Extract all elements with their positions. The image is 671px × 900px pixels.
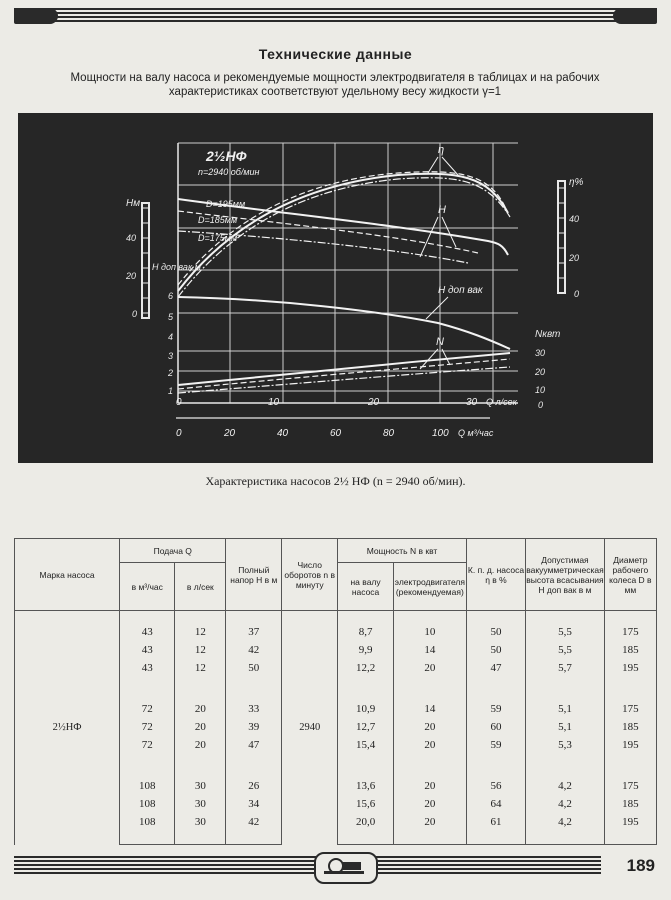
diameter-group-3: 175 185 195 [604,765,656,845]
header-diameter: Диаметр рабочего колеса D в мм [604,539,656,611]
chart-speed-label: n=2940 об/мин [198,167,260,177]
flow-m3h-group-3: 108 108 108 [120,765,175,845]
power-shaft-group-2: 10,9 12,7 15,4 [338,689,394,765]
head-scale-ticks [142,208,149,313]
suction-tick-2: 2 [168,368,174,378]
head-leader-line-2 [442,217,456,247]
lps-tick-10: 10 [268,397,280,408]
flow-lps-group-3: 30 30 30 [175,765,226,845]
flow-lps-group-1: 12 12 12 [175,611,226,689]
suction-tick-4: 4 [168,332,174,342]
suction-group-1: 5,5 5,5 5,7 [526,611,605,689]
eta-scale-bar [558,181,565,293]
flow-m3h-group-2: 72 72 72 [120,689,175,765]
power-motor-group-1: 10 14 20 [393,611,466,689]
diameter-group-2: 175 185 195 [604,689,656,765]
header-brand: Марка насоса [15,539,120,611]
power-motor-group-2: 14 20 20 [393,689,466,765]
top-decorative-rule [14,8,657,24]
power-tick-30: 30 [535,348,546,358]
pump-brand-cell: 2½НФ [15,611,120,845]
section-heading: Технические данные [258,46,413,62]
header-power: Мощность N в квт [338,539,467,563]
page-number: 189 [626,856,655,875]
header-efficiency: К. п. д. насоса η в % [466,539,525,611]
header-flow-lps: в л/сек [175,563,226,611]
eta-scale-label: η% [569,177,584,188]
suction-curve-label: H доп вак [438,285,483,296]
power-axis-label: Nквт [535,329,561,340]
power-tick-20: 20 [535,367,546,377]
flow-m3h-group-1: 43 43 43 [120,611,175,689]
lps-tick-20: 20 [368,397,380,408]
m3h-tick-80: 80 [383,428,395,439]
head-group-3: 26 34 42 [226,765,282,845]
eta-scale-ticks [558,188,565,278]
head-tick-40: 40 [126,233,137,243]
head-scale-bar [142,203,149,318]
power-curve-label: N [436,336,444,348]
header-flow-m3h: в м³/час [120,563,175,611]
head-leader-line [420,217,438,257]
head-tick-20: 20 [126,271,137,281]
header-flow: Подача Q [120,539,226,563]
eta-curve-label: η [438,144,445,156]
flow-lps-group-2: 20 20 20 [175,689,226,765]
efficiency-group-3: 56 64 61 [466,765,525,845]
diameter-label-175: D=175мм [198,233,238,243]
power-curve-195 [178,353,510,385]
diameter-label-195: D=195мм [206,199,246,209]
m3h-tick-40: 40 [277,428,289,439]
suction-curve [178,297,510,349]
head-tick-0: 0 [132,309,138,319]
suction-group-3: 4,2 4,2 4,2 [526,765,605,845]
header-speed: Число оборотов n в минуту [282,539,338,611]
lps-tick-30: 30 [466,397,478,408]
intro-text [60,71,610,99]
suction-leader-line [426,297,448,319]
suction-tick-6: 6 [168,291,174,301]
eta-leader-line [428,157,438,173]
efficiency-group-1: 50 50 47 [466,611,525,689]
m3h-tick-20: 20 [224,428,236,439]
technical-data-table [14,538,657,845]
speed-cell: 2940 [282,611,338,845]
power-curve-185 [178,359,510,389]
head-group-1: 37 42 50 [226,611,282,689]
power-shaft-group-1: 8,7 9,9 12,2 [338,611,394,689]
suction-tick-1: 1 [168,386,174,396]
chart-pump-label: 2½НФ [206,148,247,164]
eta-tick-40: 40 [569,214,580,224]
header-suction: Допустимая вакуумметрическая высота всасывания H доп вак в м [526,539,605,611]
suction-axis-label: H доп вак м [152,262,201,272]
diameter-group-1: 175 185 195 [604,611,656,689]
header-head: Полный напор H в м [226,539,282,611]
intro-line-1: Мощности на валу насоса и рекомендуемые мощности электродвигателя в таблицах и на рабочих [70,72,600,84]
pump-characteristic-figure [18,113,653,463]
eta-tick-0: 0 [574,289,580,299]
m3h-axis-unit: Q м³/час [458,428,494,438]
characteristic-chart [18,113,653,463]
m3h-tick-60: 60 [330,428,342,439]
band-lines [14,856,601,876]
header-power-motor: электродвигателя (рекомендуемая) [393,563,466,611]
bottom-decorative-band [14,852,601,880]
diameter-label-185: D=185мм [198,215,238,225]
efficiency-group-2: 59 60 59 [466,689,525,765]
lps-tick-0: 0 [176,397,182,408]
power-tick-10: 10 [535,385,546,395]
head-curve-label: H [438,204,446,216]
m3h-tick-0: 0 [176,428,182,439]
head-scale-label: Нм [126,198,141,209]
suction-group-2: 5,1 5,1 5,3 [526,689,605,765]
power-motor-group-3: 20 20 20 [393,765,466,845]
power-shaft-group-3: 13,6 15,6 20,0 [338,765,394,845]
header-power-shaft: на валу насоса [338,563,394,611]
suction-tick-3: 3 [168,351,174,361]
pump-emblem-icon [314,852,378,884]
figure-caption: Характеристика насосов 2½ НФ (n = 2940 об/мин). [205,474,466,488]
intro-line-2: характеристиках соответствуют удельному весу жидкости γ=1 [168,86,502,98]
lps-axis-unit: Q л/сек [486,397,517,407]
head-group-2: 33 39 47 [226,689,282,765]
eta-tick-20: 20 [569,253,580,263]
m3h-tick-100: 100 [432,428,449,439]
suction-tick-5: 5 [168,312,174,322]
power-tick-0: 0 [538,400,544,410]
